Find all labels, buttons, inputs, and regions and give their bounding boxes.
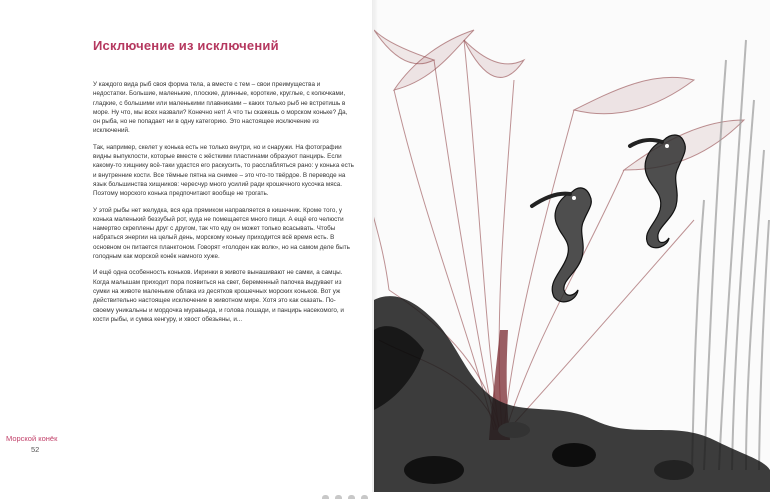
page-indicator[interactable] <box>322 486 382 492</box>
page-dot[interactable] <box>335 495 342 499</box>
page-dot[interactable] <box>348 495 355 499</box>
paragraph: У этой рыбы нет желудка, вся еда прямиком направляется в кишечник. Кроме того, у конька маленький беззубый рот, куда не помещается много пищи. А ещё его челюсти намертво скреплены друг с другом, так что еду он может только всасывать. Чтобы набраться энергии на целый день, морскому коньку приходится всё время есть. В основном он питается планктоном. Говорят «голоден как волк», но на самом деле быть голодным как морской конёк намного хуже. <box>93 206 350 261</box>
right-page <box>374 0 770 492</box>
page-number: 52 <box>31 445 40 454</box>
paragraph: Так, например, скелет у конька есть не только внутри, но и снаружи. На фотографии видны выпуклости, которые вместе с жёсткими пластинами образуют панцирь. Если какому-то хищнику всё-таки удастся его раскусить, то расслабляться рано: у конька есть и внутренние кости. Все тёмные пятна на снимке – это что-то твёрдое. В переводе на язык большинства хищников: чересчур много усилий ради крошечного кусочка мяса. Поэтому морского конька предпочитают вообще не трогать. <box>93 143 354 198</box>
page-dot[interactable] <box>361 495 368 499</box>
paragraph: У каждого вида рыб своя форма тела, а вместе с тем – свои преимущества и недостатки. Большие, маленькие, плоские, длинные, короткие, круглые, с колючками, гладкие, с большими или маленькими плавниками – каких только рыб не встретишь в море. Ну что, мы всех назвали? Конечно нет! А что ты скажешь о морском коньке? Да, он рыба, но не попадает ни в одну категорию. Это настоящее исключение из исключений. <box>93 81 348 135</box>
page-dot[interactable] <box>322 495 329 499</box>
running-title: Морской конёк <box>6 434 58 443</box>
paragraph: И ещё одна особенность коньков. Икринки в животе вынашивают не самки, а самцы. Когда малышам приходит пора появиться на свет, беременный папочка выдувает из сумки на животе маленькие облака из десятков крошечных морских коньков. Вот уж действительно настоящее исключение в животном мире. Хотя это как сказать. По-своему уникальны и мордочка муравьеда, и голова лошади, и панцирь насекомого, и кости рыбы, и сумка кенгуру, и хвост обезьяны, и... <box>93 269 344 323</box>
page-gutter <box>372 0 378 492</box>
body-text <box>93 80 355 331</box>
left-page <box>0 0 374 492</box>
page-title: Исключение из исключений <box>93 38 279 53</box>
xray-photo <box>374 0 770 492</box>
